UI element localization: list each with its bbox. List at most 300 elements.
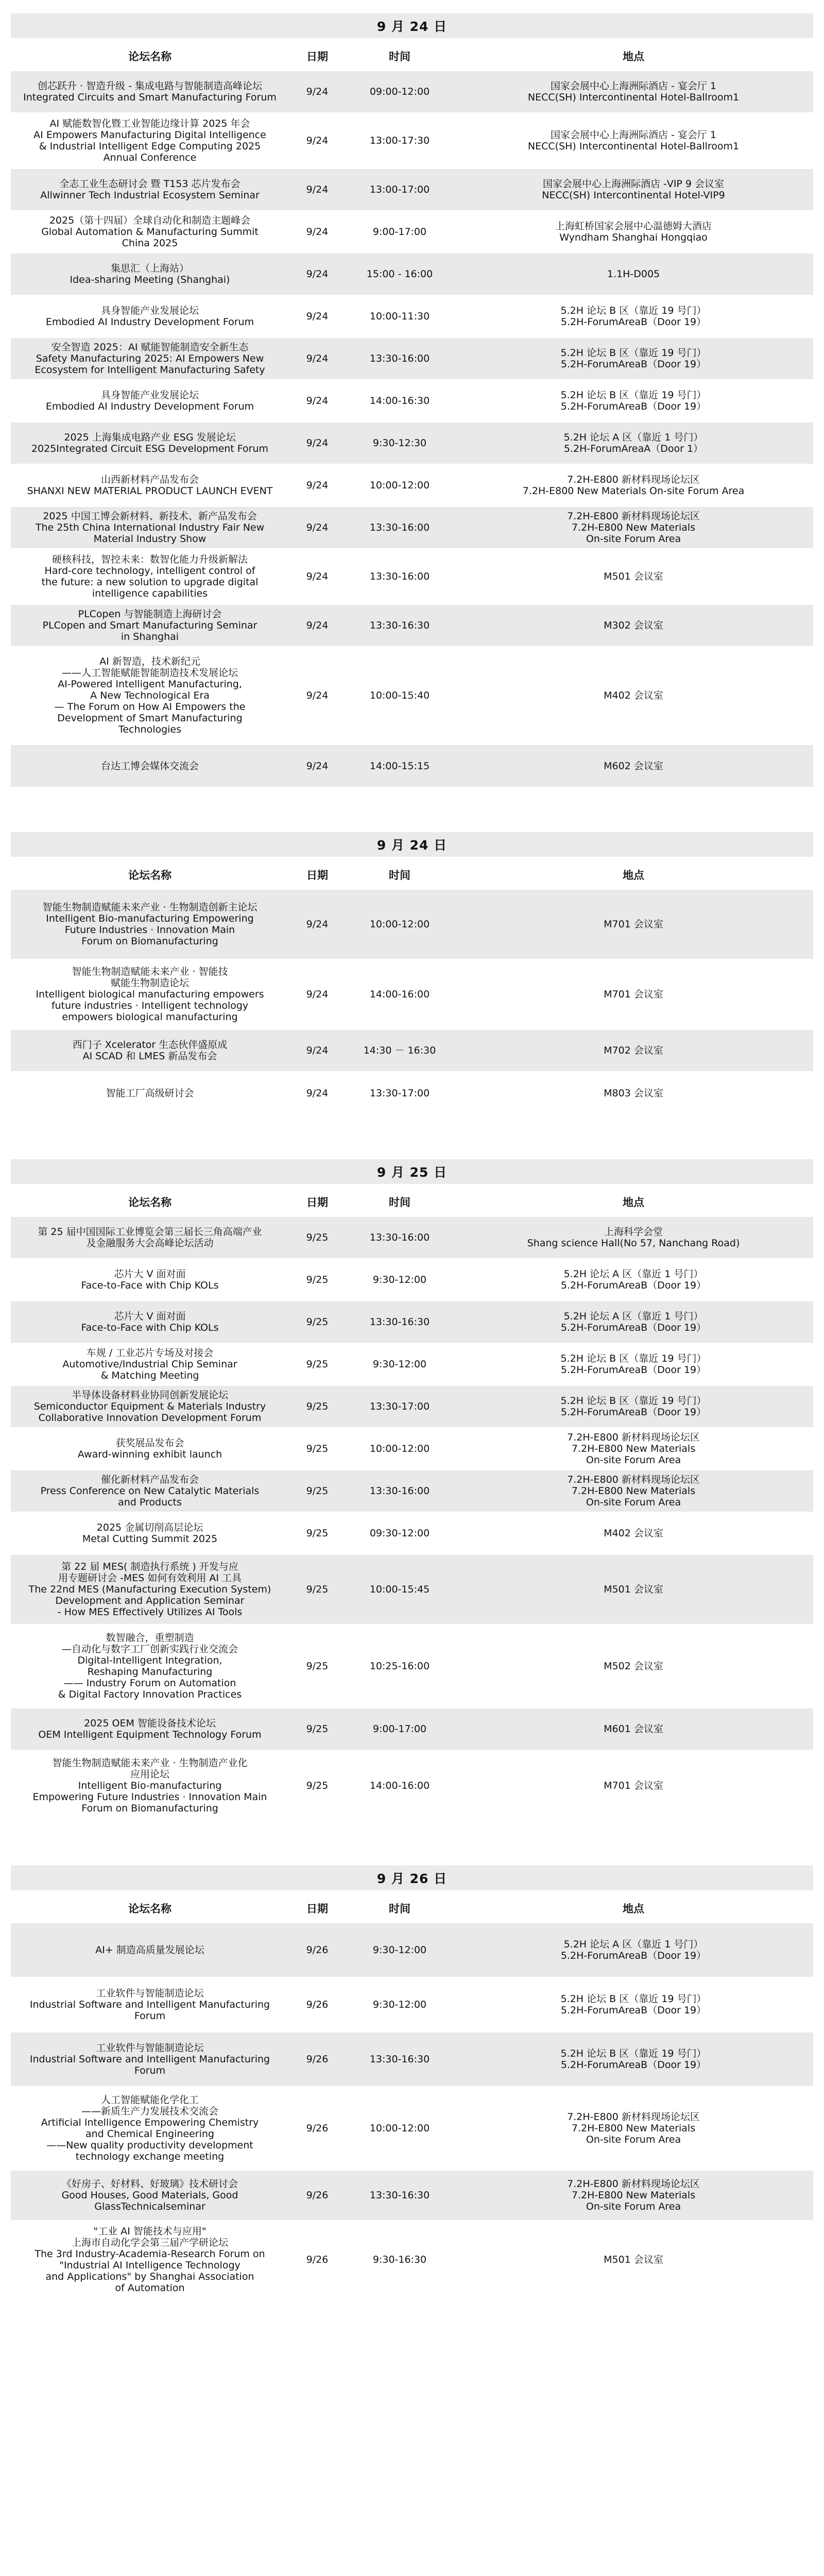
location-line: 7.2H-E800 新材料现场论坛区 bbox=[567, 1474, 700, 1485]
location-cell bbox=[454, 380, 813, 422]
schedule-table bbox=[11, 861, 813, 1114]
time-cell: 13:30-17:00 bbox=[346, 1385, 454, 1428]
location-cell bbox=[454, 1923, 813, 1977]
forum-title-line: in Shanghai bbox=[121, 631, 179, 642]
forum-title-line: Industrial Software and Intelligent Manufacturing bbox=[29, 2054, 270, 2065]
date-cell: 9/24 bbox=[289, 744, 346, 787]
forum-title-line: 及金融服务大会高峰论坛活动 bbox=[86, 1238, 214, 1249]
forum-title-line: 半导体设备材料业协同创新发展论坛 bbox=[71, 1389, 228, 1401]
table-row bbox=[11, 1750, 813, 1820]
table-row bbox=[11, 604, 813, 647]
date-cell: 9/25 bbox=[289, 1554, 346, 1624]
forum-title-cell bbox=[11, 422, 289, 464]
time-cell: 9:30-16:30 bbox=[346, 2221, 454, 2298]
location-cell bbox=[454, 1216, 813, 1259]
location-line: 上海科学会堂 bbox=[604, 1226, 663, 1238]
date-cell: 9/24 bbox=[289, 506, 346, 549]
location-cell bbox=[454, 604, 813, 647]
time-cell: 10:25-16:00 bbox=[346, 1624, 454, 1708]
location-cell bbox=[454, 1029, 813, 1072]
forum-title-line: 2025 OEM 智能设备技术论坛 bbox=[84, 1718, 216, 1729]
time-cell: 10:00-15:40 bbox=[346, 647, 454, 744]
forum-title-line: Idea-sharing Meeting (Shanghai) bbox=[70, 274, 230, 285]
location-line: 5.2H 论坛 B 区（靠近 19 号门） bbox=[560, 2048, 707, 2059]
forum-title-line: 安全智造 2025：AI 赋能智能制造安全新生态 bbox=[51, 342, 249, 353]
date-cell: 9/24 bbox=[289, 1072, 346, 1114]
forum-title-line: AI+ 制造高质量发展论坛 bbox=[95, 1944, 204, 1956]
time-cell: 10:00-12:00 bbox=[346, 464, 454, 506]
location-line: M402 会议室 bbox=[604, 690, 663, 701]
location-line: 5.2H 论坛 B 区（靠近 19 号门） bbox=[560, 305, 707, 316]
forum-title-line: - How MES Effectively Utilizes AI Tools bbox=[57, 1606, 243, 1618]
forum-title-line: Empowering Future Industries · Innovation Main bbox=[32, 1791, 267, 1803]
forum-title-line: 智能生物制造赋能未来产业 · 智能技 bbox=[72, 966, 228, 977]
location-line: M302 会议室 bbox=[604, 620, 663, 631]
table-row bbox=[11, 744, 813, 787]
table-row bbox=[11, 889, 813, 959]
location-line: M402 会议室 bbox=[604, 1528, 663, 1539]
forum-title-line: Future Industries · Innovation Main bbox=[64, 924, 235, 936]
location-line: 7.2H-E800 新材料现场论坛区 bbox=[567, 2111, 700, 2123]
location-cell bbox=[454, 549, 813, 604]
location-cell bbox=[454, 1512, 813, 1554]
location-line: 5.2H 论坛 B 区（靠近 19 号门） bbox=[560, 389, 707, 401]
table-row bbox=[11, 647, 813, 744]
forum-title-cell bbox=[11, 549, 289, 604]
forum-title-line: 第 25 届中国国际工业博览会第三届长三角高端产业 bbox=[38, 1226, 262, 1238]
location-line: 5.2H-ForumAreaA（Door 1） bbox=[563, 443, 703, 454]
forum-title-cell bbox=[11, 1428, 289, 1470]
table-header-row bbox=[11, 42, 813, 71]
table-row bbox=[11, 1470, 813, 1512]
forum-title-line: Integrated Circuits and Smart Manufacturing Forum bbox=[23, 92, 277, 103]
date-cell: 9/26 bbox=[289, 2087, 346, 2170]
table-row bbox=[11, 1977, 813, 2032]
location-line: 5.2H 论坛 B 区（靠近 19 号门） bbox=[560, 1395, 707, 1406]
forum-title-line: 人工智能赋能化学化工 bbox=[100, 2094, 199, 2106]
forum-title-cell bbox=[11, 211, 289, 253]
location-cell bbox=[454, 71, 813, 113]
location-line: NECC(SH) Intercontinental Hotel-VIP9 bbox=[542, 190, 725, 201]
location-line: 上海虹桥国家会展中心温德姆大酒店 bbox=[555, 221, 712, 232]
forum-title-line: Artificial Intelligence Empowering Chemistry bbox=[41, 2117, 259, 2128]
date-cell: 9/25 bbox=[289, 1301, 346, 1343]
forum-title-line: 智能工厂高级研讨会 bbox=[106, 1087, 194, 1099]
forum-title-line: 催化新材料产品发布会 bbox=[100, 1474, 199, 1485]
location-cell bbox=[454, 211, 813, 253]
location-cell bbox=[454, 1554, 813, 1624]
location-line: 5.2H-ForumAreaB（Door 19） bbox=[560, 1364, 707, 1376]
forum-title-line: ——New quality productivity development bbox=[46, 2140, 253, 2151]
location-line: 国家会展中心上海洲际酒店 -VIP 9 会议室 bbox=[542, 178, 725, 190]
forum-title-cell bbox=[11, 1072, 289, 1114]
location-line: On-site Forum Area bbox=[586, 2201, 681, 2212]
location-line: On-site Forum Area bbox=[586, 533, 681, 545]
forum-title-line: Development and Application Seminar bbox=[55, 1595, 245, 1606]
forum-title-cell bbox=[11, 744, 289, 787]
forum-title-line: 2025 中国工博会新材料、新技术、新产品发布会 bbox=[43, 511, 257, 522]
location-line: 5.2H-ForumAreaB（Door 19） bbox=[560, 1950, 707, 1961]
date-cell: 9/24 bbox=[289, 959, 346, 1029]
location-cell bbox=[454, 464, 813, 506]
forum-title-line: Safety Manufacturing 2025: AI Empowers New bbox=[36, 353, 264, 364]
date-cell: 9/25 bbox=[289, 1428, 346, 1470]
forum-title-line: 智能生物制造赋能未来产业 · 生物制造产业化 bbox=[52, 1757, 248, 1769]
forum-title-line: 赋能生物制造论坛 bbox=[110, 977, 189, 989]
time-cell: 10:00-12:00 bbox=[346, 889, 454, 959]
location-line: 5.2H 论坛 B 区（靠近 19 号门） bbox=[560, 1993, 707, 2005]
forum-title-line: Intelligent Bio-manufacturing bbox=[78, 1780, 222, 1791]
forum-title-cell bbox=[11, 168, 289, 211]
date-cell: 9/25 bbox=[289, 1708, 346, 1750]
forum-title-line: 具身智能产业发展论坛 bbox=[100, 305, 199, 316]
location-line: M502 会议室 bbox=[604, 1660, 663, 1672]
time-cell: 13:30-16:00 bbox=[346, 549, 454, 604]
table-row bbox=[11, 1385, 813, 1428]
location-cell bbox=[454, 2221, 813, 2298]
location-cell bbox=[454, 1428, 813, 1470]
location-line: NECC(SH) Intercontinental Hotel-Ballroom1 bbox=[527, 92, 740, 103]
location-line: 7.2H-E800 新材料现场论坛区 bbox=[567, 2178, 700, 2190]
date-cell: 9/24 bbox=[289, 71, 346, 113]
time-cell: 13:30-16:30 bbox=[346, 2170, 454, 2221]
location-cell bbox=[454, 744, 813, 787]
location-line: 7.2H-E800 New Materials bbox=[571, 1485, 696, 1497]
table-row bbox=[11, 1428, 813, 1470]
forum-title-line: Forum on Biomanufacturing bbox=[81, 936, 218, 947]
forum-title-line: & Industrial Intelligent Edge Computing 2025 bbox=[39, 141, 261, 152]
table-row bbox=[11, 1624, 813, 1708]
location-line: 5.2H 论坛 B 区（靠近 19 号门） bbox=[560, 1353, 707, 1364]
forum-title-cell bbox=[11, 2221, 289, 2298]
date-cell: 9/24 bbox=[289, 253, 346, 295]
schedule-section bbox=[11, 13, 813, 787]
forum-title-cell bbox=[11, 1750, 289, 1820]
time-cell: 14:00-16:30 bbox=[346, 380, 454, 422]
location-line: 7.2H-E800 新材料现场论坛区 bbox=[567, 1432, 700, 1443]
header-time: 时间 bbox=[389, 1903, 410, 1915]
header-location: 地点 bbox=[623, 1903, 644, 1915]
date-cell: 9/24 bbox=[289, 549, 346, 604]
location-line: NECC(SH) Intercontinental Hotel-Ballroom1 bbox=[527, 141, 740, 152]
table-row bbox=[11, 1554, 813, 1624]
time-cell: 13:00-17:00 bbox=[346, 168, 454, 211]
header-date: 日期 bbox=[306, 50, 328, 63]
location-line: On-site Forum Area bbox=[586, 1454, 681, 1466]
time-cell: 13:30-16:00 bbox=[346, 337, 454, 380]
header-date: 日期 bbox=[306, 1196, 328, 1209]
location-line: M602 会议室 bbox=[604, 760, 663, 772]
table-row bbox=[11, 2087, 813, 2170]
table-row bbox=[11, 1259, 813, 1301]
forum-title-line: Collaborative Innovation Development Forum bbox=[38, 1412, 262, 1423]
forum-title-line: AI Empowers Manufacturing Digital Intelligence bbox=[33, 129, 266, 141]
day-heading: 9 月 25 日 bbox=[11, 1159, 813, 1184]
header-title: 论坛名称 bbox=[128, 1196, 171, 1209]
forum-title-line: intelligence capabilities bbox=[92, 588, 208, 599]
location-line: 7.2H-E800 新材料现场论坛区 bbox=[567, 511, 700, 522]
time-cell: 15:00 - 16:00 bbox=[346, 253, 454, 295]
header-date: 日期 bbox=[306, 869, 328, 882]
table-row bbox=[11, 2221, 813, 2298]
time-cell: 10:00-11:30 bbox=[346, 295, 454, 337]
location-line: 7.2H-E800 New Materials bbox=[571, 1443, 696, 1454]
location-cell bbox=[454, 647, 813, 744]
header-title: 论坛名称 bbox=[128, 869, 171, 882]
location-line: M701 会议室 bbox=[604, 989, 663, 1000]
forum-title-cell bbox=[11, 1554, 289, 1624]
forum-title-line: Press Conference on New Catalytic Materials bbox=[40, 1485, 260, 1497]
forum-title-line: 应用论坛 bbox=[130, 1768, 169, 1780]
time-cell: 9:00-17:00 bbox=[346, 1708, 454, 1750]
location-cell bbox=[454, 1750, 813, 1820]
time-cell: 13:30-16:30 bbox=[346, 604, 454, 647]
header-time: 时间 bbox=[389, 869, 410, 882]
table-header-row bbox=[11, 1188, 813, 1216]
forum-title-line: 山西新材料产品发布会 bbox=[100, 474, 199, 485]
time-cell: 9:30-12:00 bbox=[346, 1343, 454, 1385]
time-cell: 13:30-16:30 bbox=[346, 2032, 454, 2087]
location-cell bbox=[454, 168, 813, 211]
forum-title-line: Development of Smart Manufacturing bbox=[57, 713, 243, 724]
forum-title-line: AI 赋能数智化暨工业智能边缘计算 2025 年会 bbox=[49, 118, 250, 129]
forum-title-line: Global Automation & Manufacturing Summit bbox=[41, 226, 259, 238]
forum-title-line: — The Forum on How AI Empowers the bbox=[54, 701, 246, 713]
forum-title-line: Industrial Software and Intelligent Manufacturing bbox=[29, 1999, 270, 2010]
forum-title-line: and Products bbox=[118, 1497, 182, 1508]
date-cell: 9/24 bbox=[289, 295, 346, 337]
date-cell: 9/25 bbox=[289, 1385, 346, 1428]
forum-title-cell bbox=[11, 1301, 289, 1343]
time-cell: 14:00-16:00 bbox=[346, 1750, 454, 1820]
time-cell: 13:30-16:00 bbox=[346, 1470, 454, 1512]
location-line: M702 会议室 bbox=[604, 1045, 663, 1056]
table-row bbox=[11, 1708, 813, 1750]
forum-title-cell bbox=[11, 2032, 289, 2087]
forum-title-line: Award-winning exhibit launch bbox=[77, 1449, 222, 1460]
time-cell: 09:00-12:00 bbox=[346, 71, 454, 113]
forum-title-cell bbox=[11, 1624, 289, 1708]
location-line: Wyndham Shanghai Hongqiao bbox=[559, 232, 708, 243]
table-row bbox=[11, 1216, 813, 1259]
forum-title-cell bbox=[11, 647, 289, 744]
date-cell: 9/25 bbox=[289, 1259, 346, 1301]
forum-title-line: 2025 上海集成电路产业 ESG 发展论坛 bbox=[64, 432, 236, 443]
forum-title-line: SHANXI NEW MATERIAL PRODUCT LAUNCH EVENT bbox=[27, 485, 273, 497]
location-cell bbox=[454, 2170, 813, 2221]
location-line: 1.1H-D005 bbox=[607, 268, 660, 280]
table-row bbox=[11, 113, 813, 168]
forum-title-line: 智能生物制造赋能未来产业 · 生物制造创新主论坛 bbox=[42, 902, 258, 913]
date-cell: 9/24 bbox=[289, 211, 346, 253]
forum-title-line: and Chemical Engineering bbox=[85, 2128, 214, 2140]
forum-title-line: AI 新智造，技术新纪元 bbox=[99, 656, 200, 667]
forum-title-line: —自动化与数字工厂创新实践行业交流会 bbox=[61, 1643, 238, 1655]
location-line: M501 会议室 bbox=[604, 1584, 663, 1595]
schedule-section bbox=[11, 1866, 813, 2298]
location-line: M601 会议室 bbox=[604, 1723, 663, 1735]
forum-title-line: 数智融合，重塑制造 bbox=[106, 1632, 194, 1643]
forum-title-cell bbox=[11, 604, 289, 647]
time-cell: 9:30-12:00 bbox=[346, 1259, 454, 1301]
table-row bbox=[11, 71, 813, 113]
forum-title-line: 用专题研讨会 -MES 如何有效利用 AI 工具 bbox=[58, 1572, 242, 1584]
forum-title-line: Automotive/Industrial Chip Seminar bbox=[62, 1359, 237, 1370]
table-row bbox=[11, 1301, 813, 1343]
date-cell: 9/25 bbox=[289, 1216, 346, 1259]
forum-title-line: Semiconductor Equipment & Materials Industry bbox=[33, 1401, 266, 1412]
location-line: 5.2H-ForumAreaB（Door 19） bbox=[560, 401, 707, 412]
forum-title-line: the future: a new solution to upgrade digital bbox=[41, 577, 259, 588]
table-row bbox=[11, 211, 813, 253]
location-line: 7.2H-E800 New Materials bbox=[571, 2190, 696, 2201]
forum-title-cell bbox=[11, 959, 289, 1029]
forum-title-cell bbox=[11, 1470, 289, 1512]
day-heading: 9 月 26 日 bbox=[11, 1866, 813, 1890]
forum-title-line: Allwinner Tech Industrial Ecosystem Seminar bbox=[40, 190, 260, 201]
forum-title-cell bbox=[11, 1923, 289, 1977]
date-cell: 9/24 bbox=[289, 464, 346, 506]
location-cell bbox=[454, 422, 813, 464]
forum-title-line: AI-Powered Intelligent Manufacturing, bbox=[58, 679, 242, 690]
forum-title-cell bbox=[11, 253, 289, 295]
table-row bbox=[11, 1512, 813, 1554]
forum-title-cell bbox=[11, 113, 289, 168]
location-line: M803 会议室 bbox=[604, 1087, 663, 1099]
time-cell: 9:00-17:00 bbox=[346, 211, 454, 253]
forum-title-line: 全志工业生态研讨会 暨 T153 芯片发布会 bbox=[59, 178, 241, 190]
header-time: 时间 bbox=[389, 1196, 410, 1209]
location-cell bbox=[454, 1343, 813, 1385]
header-location: 地点 bbox=[623, 50, 644, 63]
date-cell: 9/25 bbox=[289, 1512, 346, 1554]
forum-title-line: 上海市自动化学会第三届产学研论坛 bbox=[71, 2236, 228, 2248]
date-cell: 9/24 bbox=[289, 337, 346, 380]
location-line: On-site Forum Area bbox=[586, 2134, 681, 2145]
forum-title-line: 西门子 Xcelerator 生态伙伴盛原成 bbox=[72, 1039, 228, 1050]
date-cell: 9/25 bbox=[289, 1343, 346, 1385]
time-cell: 9:30-12:00 bbox=[346, 1977, 454, 2032]
location-line: M701 会议室 bbox=[604, 1780, 663, 1791]
header-location: 地点 bbox=[623, 1196, 644, 1209]
location-cell bbox=[454, 1708, 813, 1750]
table-row bbox=[11, 337, 813, 380]
forum-title-cell bbox=[11, 1708, 289, 1750]
forum-title-cell bbox=[11, 464, 289, 506]
date-cell: 9/26 bbox=[289, 2032, 346, 2087]
table-row bbox=[11, 549, 813, 604]
time-cell: 09:30-12:00 bbox=[346, 1512, 454, 1554]
forum-title-line: 《好房子、好材料、好玻璃》技术研讨会 bbox=[61, 2178, 238, 2190]
forum-title-line: Technologies bbox=[118, 724, 182, 735]
location-line: 5.2H-ForumAreaB（Door 19） bbox=[560, 1406, 707, 1418]
forum-title-line: 芯片大 V 面对面 bbox=[114, 1311, 186, 1322]
forum-title-line: The 22nd MES (Manufacturing Execution System) bbox=[28, 1584, 271, 1595]
forum-title-line: 芯片大 V 面对面 bbox=[114, 1268, 186, 1280]
date-cell: 9/25 bbox=[289, 1624, 346, 1708]
schedule-table bbox=[11, 1894, 813, 2298]
date-cell: 9/25 bbox=[289, 1470, 346, 1512]
forum-title-line: A New Technological Era bbox=[90, 690, 210, 701]
location-cell bbox=[454, 113, 813, 168]
forum-title-line: 具身智能产业发展论坛 bbox=[100, 389, 199, 401]
table-row bbox=[11, 1029, 813, 1072]
date-cell: 9/24 bbox=[289, 422, 346, 464]
time-cell: 14:00-16:00 bbox=[346, 959, 454, 1029]
forum-title-cell bbox=[11, 337, 289, 380]
forum-title-line: & Matching Meeting bbox=[100, 1370, 199, 1381]
forum-title-line: future industries · Intelligent technology bbox=[51, 1000, 249, 1011]
forum-title-line: Face-to-Face with Chip KOLs bbox=[81, 1280, 219, 1291]
day-heading: 9 月 24 日 bbox=[11, 13, 813, 38]
forum-title-line: 工业软件与智能制造论坛 bbox=[96, 2042, 204, 2054]
location-line: 5.2H 论坛 A 区（靠近 1 号门） bbox=[563, 1311, 703, 1322]
time-cell: 10:00-12:00 bbox=[346, 1428, 454, 1470]
table-row bbox=[11, 1343, 813, 1385]
forum-title-line: 获奖展品发布会 bbox=[115, 1437, 184, 1449]
location-line: 5.2H-ForumAreaB（Door 19） bbox=[560, 2005, 707, 2016]
forum-title-line: 2025（第十四届）全球自动化和制造主题峰会 bbox=[49, 215, 251, 226]
header-title: 论坛名称 bbox=[128, 1903, 171, 1915]
forum-title-cell bbox=[11, 1343, 289, 1385]
location-cell bbox=[454, 253, 813, 295]
schedule-table bbox=[11, 42, 813, 787]
table-header-row bbox=[11, 861, 813, 889]
location-line: 5.2H 论坛 A 区（靠近 1 号门） bbox=[563, 432, 703, 443]
time-cell: 13:30-16:30 bbox=[346, 1301, 454, 1343]
forum-title-line: 2025Integrated Circuit ESG Development Forum bbox=[31, 443, 269, 454]
forum-title-line: Intelligent biological manufacturing empowers bbox=[36, 989, 264, 1000]
forum-title-line: GlassTechnicalseminar bbox=[94, 2201, 205, 2212]
location-cell bbox=[454, 959, 813, 1029]
table-header-row bbox=[11, 1894, 813, 1923]
date-cell: 9/24 bbox=[289, 168, 346, 211]
time-cell: 10:00-15:45 bbox=[346, 1554, 454, 1624]
forum-title-line: & Digital Factory Innovation Practices bbox=[58, 1689, 242, 1700]
forum-title-line: Forum bbox=[134, 2065, 166, 2076]
location-line: 5.2H 论坛 A 区（靠近 1 号门） bbox=[563, 1268, 703, 1280]
location-line: On-site Forum Area bbox=[586, 1497, 681, 1508]
forum-title-line: 台达工博会媒体交流会 bbox=[100, 760, 199, 772]
location-line: 国家会展中心上海洲际酒店 - 宴会厅 1 bbox=[550, 80, 717, 92]
table-row bbox=[11, 2170, 813, 2221]
forum-title-line: Good Houses, Good Materials, Good bbox=[61, 2190, 238, 2201]
table-row bbox=[11, 464, 813, 506]
time-cell: 13:30-16:00 bbox=[346, 506, 454, 549]
location-line: M501 会议室 bbox=[604, 571, 663, 582]
forum-title-line: Embodied AI Industry Development Forum bbox=[45, 316, 254, 328]
forum-title-line: ——人工智能赋能智能制造技术发展论坛 bbox=[61, 667, 238, 679]
location-line: 5.2H-ForumAreaB（Door 19） bbox=[560, 316, 707, 328]
forum-title-line: 工业软件与智能制造论坛 bbox=[96, 1988, 204, 1999]
forum-title-line: 集思汇（上海站） bbox=[110, 263, 189, 274]
day-heading: 9 月 24 日 bbox=[11, 832, 813, 857]
forum-title-line: 创芯跃升 · 智造升级 - 集成电路与智能制造高峰论坛 bbox=[37, 80, 263, 92]
location-line: 5.2H 论坛 B 区（靠近 19 号门） bbox=[560, 347, 707, 359]
date-cell: 9/24 bbox=[289, 604, 346, 647]
date-cell: 9/25 bbox=[289, 1750, 346, 1820]
date-cell: 9/24 bbox=[289, 1029, 346, 1072]
forum-title-cell bbox=[11, 1512, 289, 1554]
header-date: 日期 bbox=[306, 1903, 328, 1915]
time-cell: 9:30-12:00 bbox=[346, 1923, 454, 1977]
date-cell: 9/24 bbox=[289, 889, 346, 959]
forum-title-line: 2025 金属切削高层论坛 bbox=[96, 1522, 203, 1533]
date-cell: 9/26 bbox=[289, 1977, 346, 2032]
location-line: 7.2H-E800 New Materials bbox=[571, 522, 696, 533]
forum-title-cell bbox=[11, 295, 289, 337]
location-cell bbox=[454, 1301, 813, 1343]
